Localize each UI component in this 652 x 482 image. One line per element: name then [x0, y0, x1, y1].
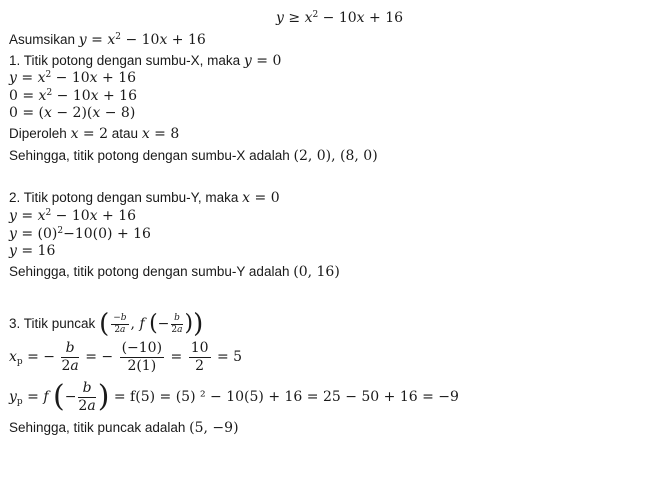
conclusion-1: Sehingga, titik potong dengan sumbu-X adalah (2, 0), (8, 0) [9, 148, 378, 164]
yp-formula: $y_p = f$ (− $\frac{b}{2a}$ ) = f(5) = (5) ² − 10(5) + 16 = 25 − 50 + 16 = −9 [9, 379, 459, 414]
conclusion-2: Sehingga, titik potong dengan sumbu-Y adalah (0, 16) [9, 264, 340, 280]
section-3-title: 3. Titik puncak ( $\frac{-b}{2a}$ , f (− $\frac{b}{2a}$ )) [9, 309, 204, 339]
inequality-heading: $y \ge x^2 - 10x + 16$ [276, 10, 404, 26]
assume-label: Asumsikan [9, 32, 76, 47]
assumption-line: Asumsikan $y = x^2 - 10x + 16$ [9, 32, 206, 48]
equation-6: y = 16 [9, 243, 56, 259]
equation-2: $0 = x^2 - 10x + 16$ [9, 88, 137, 104]
section-1-title: 1. Titik potong dengan sumbu-X, maka y = 0 [9, 53, 282, 69]
section-2-title: 2. Titik potong dengan sumbu-Y, maka x = 0 [9, 190, 280, 206]
conclusion-3: Sehingga, titik puncak adalah (5, −9) [9, 420, 239, 436]
equation-4: $y = x^2 - 10x + 16$ [9, 208, 137, 224]
xp-formula: $x_p$ = − $\frac{b}{2a}$ = − $\frac{(-10)}{2(1)}$ = $\frac{10}{2}$ = 5 [9, 340, 243, 374]
obtained-line: Diperoleh x = 2 atau x = 8 [9, 126, 180, 142]
equation-3: 0 = (x − 2)(x − 8) [9, 105, 136, 121]
equation-5: $y = (0)^2-10(0) + 16$ [9, 226, 151, 242]
equation-1: $y = x^2 - 10x + 16$ [9, 70, 137, 86]
